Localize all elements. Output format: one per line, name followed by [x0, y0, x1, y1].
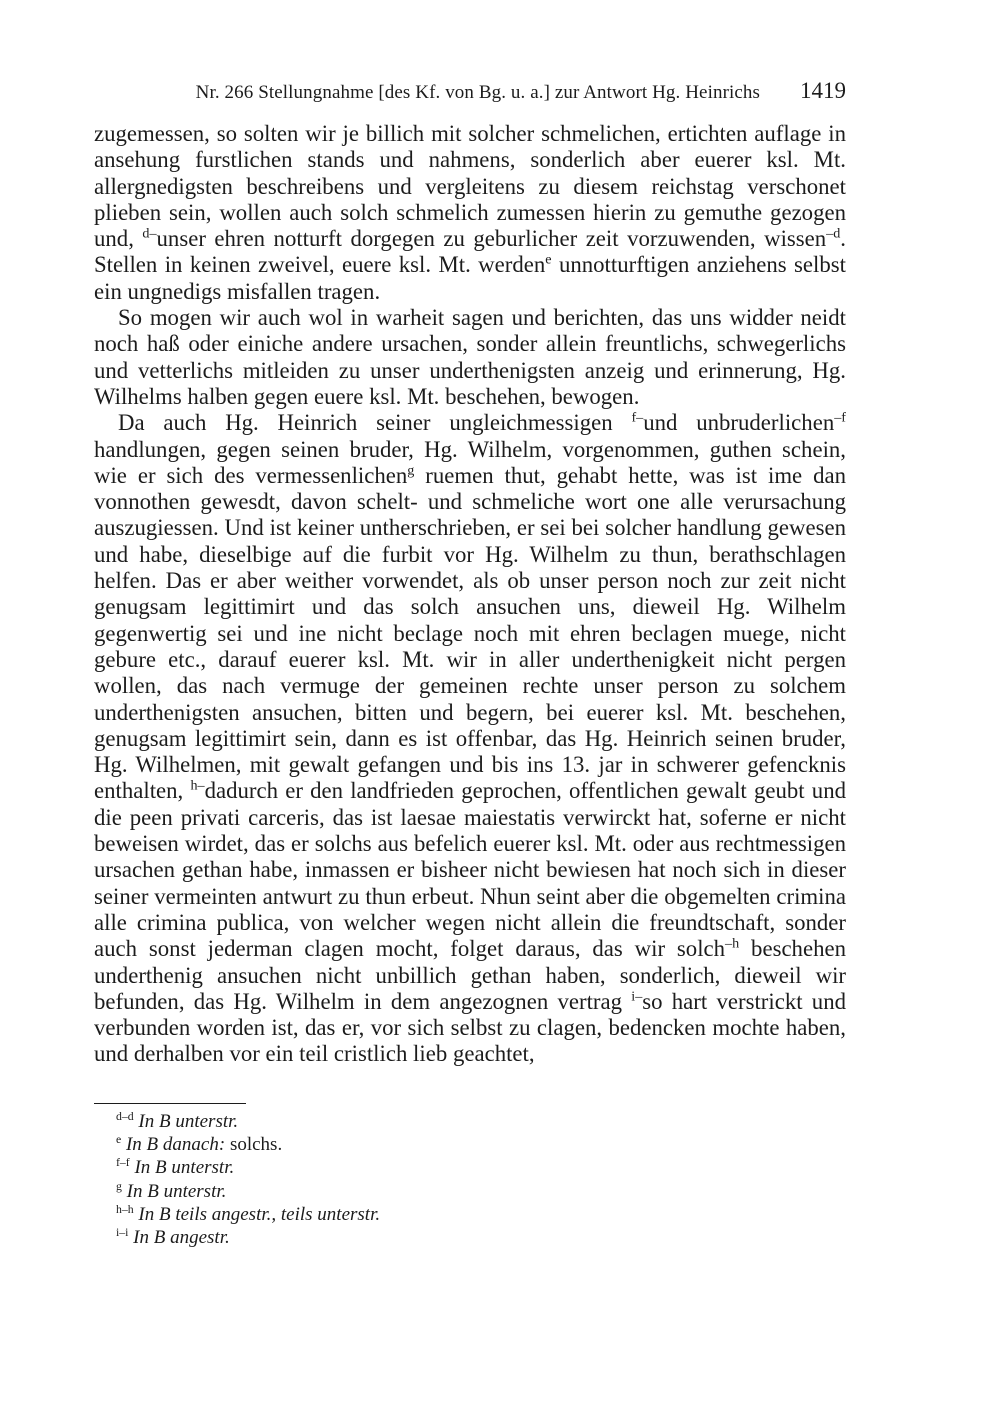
text-run: So mogen wir auch wol in warheit sagen und berichten, das uns widder neidt noch haß oder einiche andere ursachen, sonder allein freuntlichs, schwegerlichs und vetterlichs mitleiden zu unser underthenigsten anzeig und erinnerung, Hg. Wilhelms halben gegen euere ksl. Mt. beschehen, bewogen. — [94, 305, 846, 409]
text-run: zugemessen, so solten wir je billich mit solcher schmelichen, ertichten auflage in ansehung furstlichen stands und nahmens, sonderlich aber euerer ksl. Mt. allergnedigsten beschreibens und vergleitens zu diesem reichstag verschonet plieben sein, wollen auch solch schmelich zumessen hierin zu gemuthe gezogen und, — [94, 121, 846, 252]
footnote-item — [116, 1156, 816, 1179]
footnote-item — [116, 1203, 816, 1226]
footnote-mark: h–h — [116, 1202, 134, 1216]
paragraph-1 — [94, 121, 846, 305]
header-title: Nr. 266 Stellungnahme [des Kf. von Bg. u. a.] zur Antwort Hg. Heinrichs — [195, 82, 760, 103]
footnote-mark: i–i — [116, 1225, 129, 1239]
footnote-note: In B angestr. — [133, 1227, 230, 1249]
footnote-marker: –d — [826, 225, 841, 242]
text-run: handlungen, gegen seinen bruder, Hg. Wilhelm, vorgenommen, guthen schein, wie er sich des vermessenlichen — [94, 436, 846, 488]
footnote-mark: d–d — [116, 1109, 134, 1123]
text-run: so hart verstrickt und verbunden worden ist, das er, vor sich selbst zu clagen, bedencken mochte haben, und derhalben vor ein teil cristlich lieb geachtet, — [94, 988, 846, 1067]
footnote-marker: h– — [190, 777, 205, 794]
footnote-marker: i– — [631, 988, 643, 1005]
page-number: 1419 — [800, 78, 846, 103]
footnote-note: In B unterstr. — [138, 1111, 239, 1132]
footnote-marker: g — [407, 462, 415, 479]
running-header — [94, 78, 846, 110]
text-run: ruemen thut, gehabt hette, was ist ime dan vonnothen gewesdt, davon schelt- und schmeliche wort one alle verursachung auszugiessen. Und ist keiner untherschrieben, er sei bei solcher handlung gewesen und habe, dieselbige auf die furbit vor Hg. Wilhelm zu thun, berathschlagen helfen. Das er aber weither vorwendet, als ob unser person noch zur zeit nicht genugsam legittimirt und das solch ansuchen uns, dieweil Hg. Wilhelm gegenwertig sei und ine nicht beclage noch mit ehren beclagen muege, nicht gebure etc., darauf euerer ksl. Mt. wir in aller underthenigkeit nicht pergen wollen, das nach vermuge der gemeinen rechte unser person zu solchem underthenigsten ansuchen, bitten und begern, bei euerer ksl. Mt. beschehen, genugsam legittimirt sein, dann es ist offenbar, das Hg. Heinrich seinen bruder, Hg. Wilhelmen, mit gewalt gefangen und bis ins 13. jar in schwerer gefencknis enthalten, — [94, 462, 846, 804]
footnote-text: solchs. — [225, 1134, 283, 1156]
footnote-item — [116, 1133, 816, 1156]
paragraph-3 — [94, 410, 846, 1067]
footnote-mark: f–f — [116, 1156, 130, 1170]
footnote-divider — [94, 1103, 246, 1104]
footnote-item — [116, 1226, 816, 1249]
footnote-mark: e — [116, 1133, 122, 1147]
footnote-note: In B unterstr. — [126, 1180, 227, 1202]
footnote-note: In B teils angestr., teils unterstr. — [138, 1203, 381, 1225]
footnote-mark: g — [116, 1179, 122, 1193]
text-run: beschehen underthenig ansuchen nicht unbillich gethan haben, sonderlich, dieweil wir befunden, das Hg. Wilhelm in dem angezognen vertrag — [94, 936, 846, 1014]
text-run: Da auch Hg. Heinrich seiner ungleichmessigen — [118, 410, 632, 436]
footnotes — [116, 1110, 816, 1249]
footnote-item — [116, 1110, 816, 1133]
footnote-marker: f– — [631, 409, 644, 426]
document-page — [94, 0, 846, 1418]
footnote-marker: –h — [725, 935, 740, 952]
text-run: unser ehren notturft dorgegen zu geburlicher zeit vorzuwenden, wissen — [156, 226, 827, 252]
footnote-item — [116, 1180, 816, 1203]
footnote-marker: d– — [142, 225, 157, 242]
text-run: und unbruderlichen — [643, 410, 835, 436]
main-text — [94, 121, 846, 1068]
text-run: unnotturftigen anziehens selbst ein ungnedigs misfallen tragen. — [94, 252, 846, 304]
footnote-marker: e — [545, 252, 552, 269]
footnote-marker: –f — [834, 409, 846, 426]
footnote-note: In B unterstr. — [134, 1157, 235, 1179]
text-run: dadurch er den landfrieden geprochen, offentlichen gewalt geubt und die peen privati carceris, das ist laesae maiestatis verwirckt hat, soferne er nicht beweisen wirdet, das er solchs aus befelich euerer ksl. Mt. oder aus rechtmessigen ursachen gethan habe, inmassen er bisheer nicht bewiesen hat noch sich in dieser seiner vermeinten antwurt zu thun erbeut. Nhun seint aber die obgemelten crimina alle crimina publica, von welcher wegen nicht allein die freundtschaft, sonder auch sonst jederman clagen mocht, folget daraus, das wir solch — [94, 778, 846, 962]
text-run: . Stellen in keinen zweivel, euere ksl. Mt. werden — [94, 226, 846, 278]
footnote-note: In B danach: — [125, 1134, 226, 1156]
paragraph-2 — [94, 305, 846, 410]
